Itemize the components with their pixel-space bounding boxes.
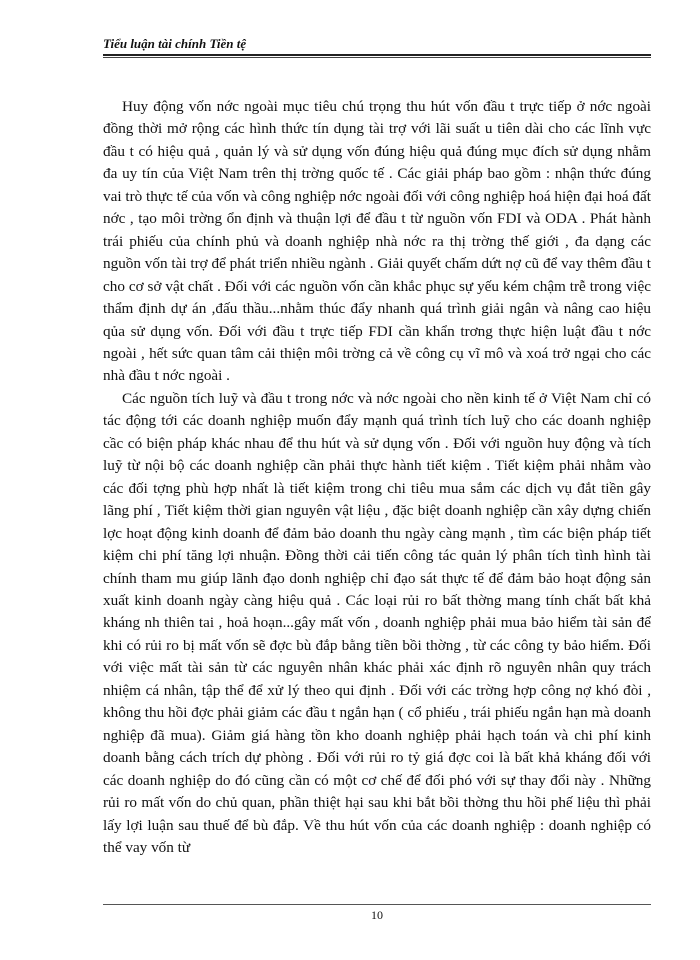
footer-rule [103, 904, 651, 905]
header-rule-thick [103, 54, 651, 56]
header-rule-thin [103, 57, 651, 58]
page-number: 10 [371, 908, 383, 922]
paragraph: Các nguồn tích luỹ và đầu t trong nớc và nớc ngoài cho nền kinh tế ở Việt Nam chỉ có tác động tới các doanh nghiệp muốn đẩy mạnh quá trình tích luỹ cho các doanh nghiệp cầc có biện pháp khác nhau để thu hút và sử dụng vốn . Đối với nguồn huy động và tích luỹ từ nội bộ các doanh nghiệp cần phải thực hành tiết kiệm . Tiết kiệm phải nhằm vào các đối tợng phù hợp nhất là tiết kiệm trong chi tiêu mua sắm các dịch vụ đắt tiền gây lãng phí , Tiết kiệm thời gian nguyên vật liệu , đặc biệt doanh nghiệp cần xây dựng chiến lợc hoạt động kinh doanh để đảm bảo doanh thu ngày càng mạnh , tìm các biện pháp tiết kiệm chi phí tăng lợi nhuận. Đồng thời cải tiến công tác quản lý phân tích tình hình tài chính tham mu giúp lãnh đạo donh nghiệp chỉ đạo sát thực tế để đảm bảo hoạt động sản xuất kinh doanh ngày càng hiệu quả . Các loại rủi ro bất thờng mang tính chất bất khả kháng nh thiên tai , hoả hoạn...gây mất vốn , doanh nghiệp phải mua bảo hiểm tài sản để khi có rủi ro bị mất vốn sẽ đợc bù đắp bằng tiền bồi thờng , từ các công ty bảo hiểm. Đối với việc mất tài sản từ các nguyên nhân khác phải xác định rõ nguyên nhân quy trách nhiệm cá nhân, tập thể để xử lý theo qui định . Đối với các trờng hợp công nợ khó đòi , không thu hồi đợc phải giảm các đầu t ngắn hạn ( cổ phiếu , trái phiếu ngắn hạn mà doanh nghiệp đã mua). Giảm giá hàng tồn kho doanh nghiệp phải hạch toán và chi phí kinh doanh bằng cách trích dự phòng . Đối với rủi ro tỷ giá đợc coi là bất khả kháng đối với các doanh nghiệp do đó cũng cần có một cơ chế để đối phó với sự thay đổi này . Những rủi ro mất vốn do chủ quan, phần thiệt hại sau khi bắt bồi thờng thu hồi phế liệu thì phải lấy lợi luận sau thuế để bù đắp. Về thu hút vốn của các doanh nghiệp : doanh nghiệp có thể vay vốn từ [103, 389, 651, 856]
running-header: Tiểu luận tài chính Tiền tệ [103, 36, 247, 51]
body-text [103, 96, 651, 859]
paragraph: Huy động vốn nớc ngoài mục tiêu chú trọng thu hút vốn đầu t trực tiếp ở nớc ngoài đồng thời mở rộng các hình thức tín dụng tài trợ với lãi suất u tiên dài cho các lĩnh vực đầu t có hiệu quả , quản lý và sử dụng vốn đúng hiệu quả đúng mục đích sử dụng nhằm đa uy tín của Việt Nam trên thị trờng quốc tế . Các giải pháp bao gồm : nhận thức đúng vai trò thực tế của vốn và công nghiệp nớc ngoài đối với công nghiệp hoá hiện đại hoá đất nớc , tạo môi trờng ổn định và thuận lợi để đầu t từ nguồn vốn FDI và ODA . Phát hành trái phiếu của chính phủ và doanh nghiệp nhà nớc ra thị trờng thế giới , đa dạng các nguồn vốn tài trợ để phát triển nhiều ngành . Giải quyết chấm dứt nợ cũ để vay thêm đầu t cho cơ sở vật chất . Đối với các nguồn vốn cần khắc phục sự yếu kém chậm trễ trong việc thẩm định dự án ,đấu thầu...nhằm thúc đẩy nhanh quá trình giải ngân và nâng cao hiệu qủa sử dụng vốn. Đối với đầu t trực tiếp FDI cần khẩn trơng thực hiện luật đầu t nớc ngoài , hết sức quan tâm cải thiện môi trờng cả về công cụ vĩ mô và xoá trở ngại cho các nhà đầu t nớc ngoài . [103, 98, 651, 385]
